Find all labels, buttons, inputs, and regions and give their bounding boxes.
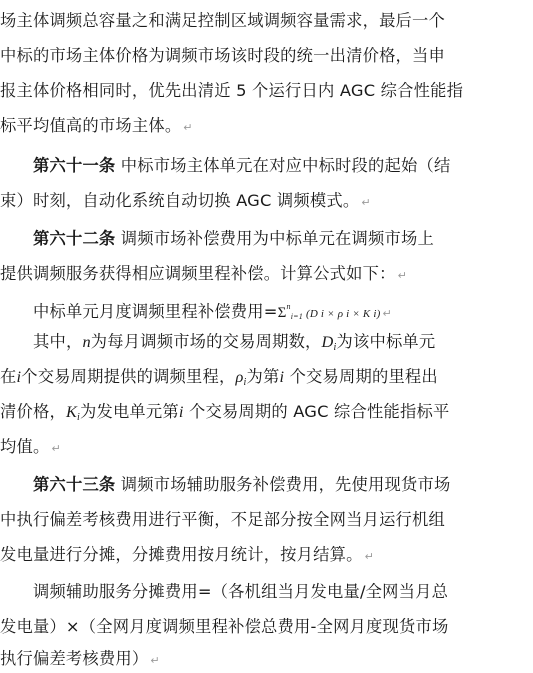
definition-line xyxy=(33,331,435,359)
symbol-subscript: i xyxy=(243,377,247,388)
article-62-line xyxy=(33,228,434,250)
text-span: 执行偏差考核费用） xyxy=(0,649,149,668)
text-span: 为第 xyxy=(246,367,280,386)
text-line xyxy=(0,544,374,568)
text-line: 中标的市场主体价格为调频市场该时段的统一出清价格，当申 xyxy=(0,46,445,65)
paragraph-mark: ↵ xyxy=(183,121,193,134)
article-title: 第六十一条 xyxy=(33,156,116,175)
formula-line xyxy=(33,296,392,328)
text-span: 个交易周期的里程出 xyxy=(284,367,438,386)
symbol-i: i xyxy=(279,367,285,386)
definition-line xyxy=(0,366,438,394)
text-span: 个交易周期的 AGC 综合性能指标平 xyxy=(183,402,450,421)
paragraph-mark: ↵ xyxy=(364,550,375,563)
text-line: 场主体调频总容量之和满足控制区域调频容量需求，最后一个 xyxy=(0,11,445,30)
symbol-d: D xyxy=(321,332,334,351)
text-line xyxy=(0,436,61,460)
text-span: 为每月调频市场的交易周期数， xyxy=(90,332,322,351)
sum-lower: i=1 xyxy=(290,312,303,321)
article-63-line xyxy=(33,474,450,496)
article-61-line xyxy=(33,155,450,177)
symbol-k: K xyxy=(65,402,77,421)
text-line: 发电量）×（全网月度调频里程补偿总费用-全网月度现货市场 xyxy=(0,617,449,636)
text-span: 为发电单元第 xyxy=(79,402,179,421)
text-span: 调频市场辅助服务补偿费用，先使用现货市场 xyxy=(115,475,451,494)
text-line: 调频辅助服务分摊费用=（各机组当月发电量/全网当月总 xyxy=(33,582,449,601)
text-span: 标平均值高的市场主体。 xyxy=(0,116,182,135)
text-line: 报主体价格相同时，优先出清近 5 个运行日内 AGC 综合性能指 xyxy=(0,81,464,100)
text-span: 清价格， xyxy=(0,402,66,421)
text-line: 中执行偏差考核费用进行平衡，不足部分按全网当月运行机组 xyxy=(0,510,445,529)
paragraph-mark: ↵ xyxy=(397,269,407,282)
text-span: 为该中标单元 xyxy=(336,332,436,351)
formula-label: 中标单元月度调频里程补偿费用= xyxy=(33,302,278,321)
text-span: 均值。 xyxy=(0,437,50,456)
paragraph-mark: ↵ xyxy=(361,196,371,209)
formula-expression: (D i × ρ i × K i) xyxy=(305,308,381,320)
text-line xyxy=(0,263,407,287)
text-line xyxy=(0,648,160,672)
sum-symbol: Σ xyxy=(277,305,287,321)
article-title: 第六十二条 xyxy=(33,229,116,248)
text-line xyxy=(0,190,371,214)
paragraph-mark: ↵ xyxy=(382,307,392,320)
text-span: 在 xyxy=(0,367,17,386)
text-span: 发电量进行分摊，分摊费用按月统计，按月结算。 xyxy=(0,545,363,564)
text-span: 束）时刻，自动化系统自动切换 AGC 调频模式。 xyxy=(0,191,360,210)
paragraph-mark: ↵ xyxy=(51,442,61,455)
symbol-i: i xyxy=(16,367,22,386)
text-span: 个交易周期提供的调频里程， xyxy=(21,367,236,386)
text-span: 调频市场补偿费用为中标单元在调频市场上 xyxy=(115,229,434,248)
article-title: 第六十三条 xyxy=(33,475,116,494)
symbol-rho: ρ xyxy=(235,367,244,386)
text-span: 其中， xyxy=(33,332,83,351)
text-span: 提供调频服务获得相应调频里程补偿。计算公式如下： xyxy=(0,264,396,283)
paragraph-mark: ↵ xyxy=(150,654,160,667)
symbol-i: i xyxy=(178,402,184,421)
text-span: 中标市场主体单元在对应中标时段的起始（结 xyxy=(115,156,451,175)
definition-line xyxy=(0,401,449,429)
symbol-subscript: i xyxy=(77,412,80,423)
text-line xyxy=(0,115,193,139)
symbol-n: n xyxy=(82,332,91,351)
sum-upper: n xyxy=(286,302,291,311)
symbol-subscript: i xyxy=(333,342,337,353)
